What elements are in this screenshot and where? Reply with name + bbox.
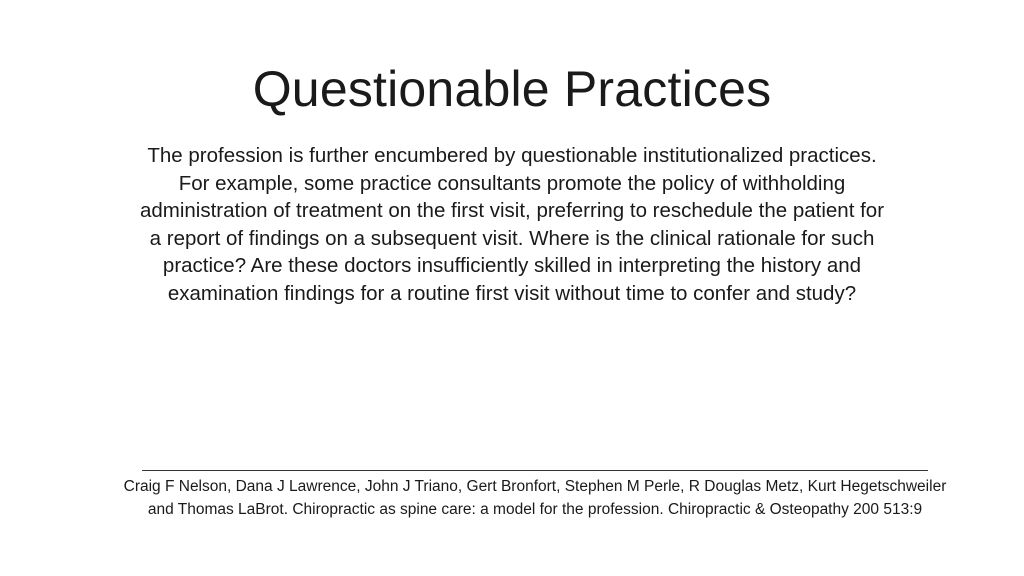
citation-text: Craig F Nelson, Dana J Lawrence, John J Triano, Gert Bronfort, Stephen M Perle, R Douglas Metz, Kurt Hegetschweiler and Thomas LaBrot. Chiropractic as spine care: a model for the profession. Chiropractic & Osteopathy 200 513:9 (123, 478, 947, 518)
citation-divider (142, 470, 928, 471)
slide-body-text: The profession is further encumbered by questionable institutionalized practices. For example, some practice consultants promote the policy of withholding administration of treatment on the first visit, preferring to reschedule the patient for a report of findings on a subsequent visit. Where is the clinical rationale for such practice? Are these doctors insufficiently skilled in interpreting the history and examination findings for a routine first visit without time to confer and study? (139, 144, 885, 305)
slide-title: Questionable Practices (252, 61, 772, 117)
